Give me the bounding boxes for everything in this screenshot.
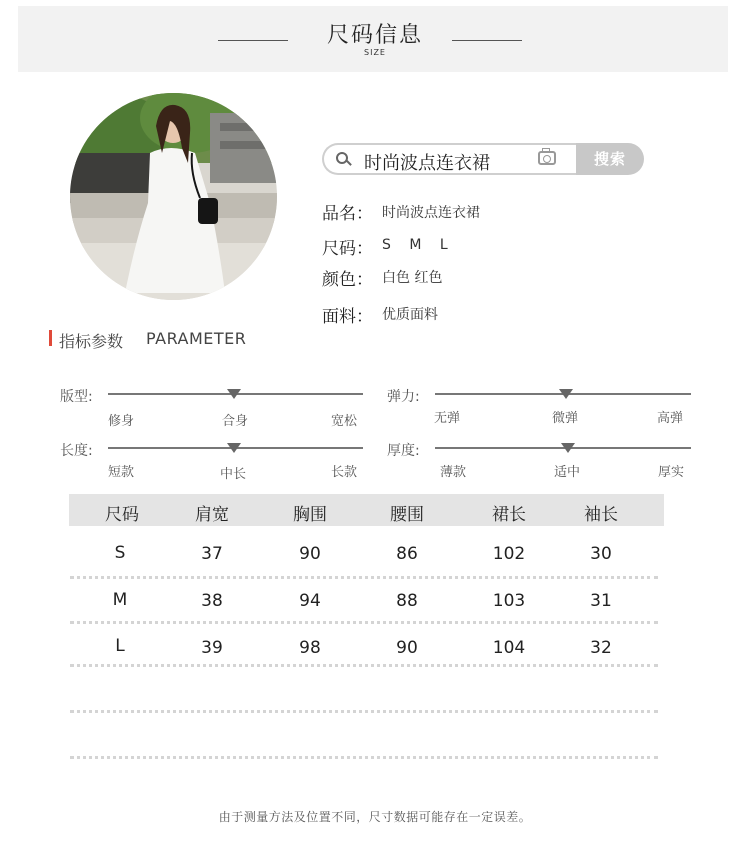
color-label: 颜色： [322,270,373,290]
stretch-option-slight: 微弹 [552,411,579,426]
row-divider [70,664,658,667]
fit-option-loose: 宽松 [331,414,358,429]
fit-option-slim: 修身 [108,414,135,429]
header-waist: 腰围 [390,505,424,525]
fit-scale-marker-icon [227,389,241,399]
thickness-scale-marker-icon [561,443,575,453]
search-query-text: 时尚波点连衣裙 [364,153,490,174]
header-size: 尺码 [105,505,139,525]
section-marker [49,330,52,346]
row-divider [70,710,658,713]
table-cell: 32 [590,638,612,658]
header-dress-length: 裙长 [492,505,526,525]
search-button[interactable]: 搜索 [576,143,644,175]
footnote: 由于测量方法及位置不同，尺寸数据可能存在一定误差。 [218,810,532,824]
color-value: 白色 红色 [382,270,443,286]
length-scale-marker-icon [227,443,241,453]
size-label: 尺码： [322,239,373,259]
thickness-option-thin: 薄款 [440,465,467,480]
table-cell: 86 [396,544,418,564]
header-shoulder: 肩宽 [195,505,229,525]
table-cell: 88 [396,591,418,611]
stretch-option-high: 高弹 [657,411,684,426]
table-cell: S [114,543,126,563]
table-cell: 103 [492,591,526,611]
stretch-scale-marker-icon [559,389,573,399]
table-cell: 30 [590,544,612,564]
stretch-option-none: 无弹 [434,411,461,426]
table-cell: L [115,636,125,656]
table-cell: 39 [201,638,223,658]
length-scale-label: 长度: [60,443,93,459]
table-cell: 90 [299,544,321,564]
row-divider [70,756,658,759]
thickness-option-thick: 厚实 [658,465,685,480]
fit-scale-label: 版型: [60,389,93,405]
table-cell: 94 [299,591,321,611]
row-divider [70,576,658,579]
product-photo [70,93,277,300]
page-title: 尺码信息 [326,23,423,48]
length-option-mid: 中长 [220,467,247,482]
row-divider [70,621,658,624]
table-cell: M [112,590,128,610]
table-cell: 104 [492,638,526,658]
header-bust: 胸围 [293,505,327,525]
thickness-option-medium: 适中 [554,465,581,480]
size-value: S M L [382,237,455,253]
product-name-value: 时尚波点连衣裙 [382,205,480,221]
fit-option-regular: 合身 [222,414,249,429]
length-option-long: 长款 [331,465,358,480]
page-subtitle: SIZE [364,48,386,57]
table-cell: 90 [396,638,418,658]
table-cell: 98 [299,638,321,658]
table-cell: 38 [201,591,223,611]
stretch-scale-label: 弹力: [387,389,420,405]
header-sleeve-length: 袖长 [584,505,618,525]
length-option-short: 短款 [108,465,135,480]
table-cell: 102 [492,544,526,564]
product-name-label: 品名： [322,204,373,224]
table-cell: 37 [201,544,223,564]
fabric-value: 优质面料 [382,307,438,323]
parameter-title: 指标参数 [59,332,124,351]
fabric-label: 面料： [322,307,373,327]
table-cell: 31 [590,591,612,611]
camera-icon-lens [543,155,551,163]
parameter-title-en: PARAMETER [146,329,247,348]
thickness-scale-label: 厚度: [387,443,420,459]
